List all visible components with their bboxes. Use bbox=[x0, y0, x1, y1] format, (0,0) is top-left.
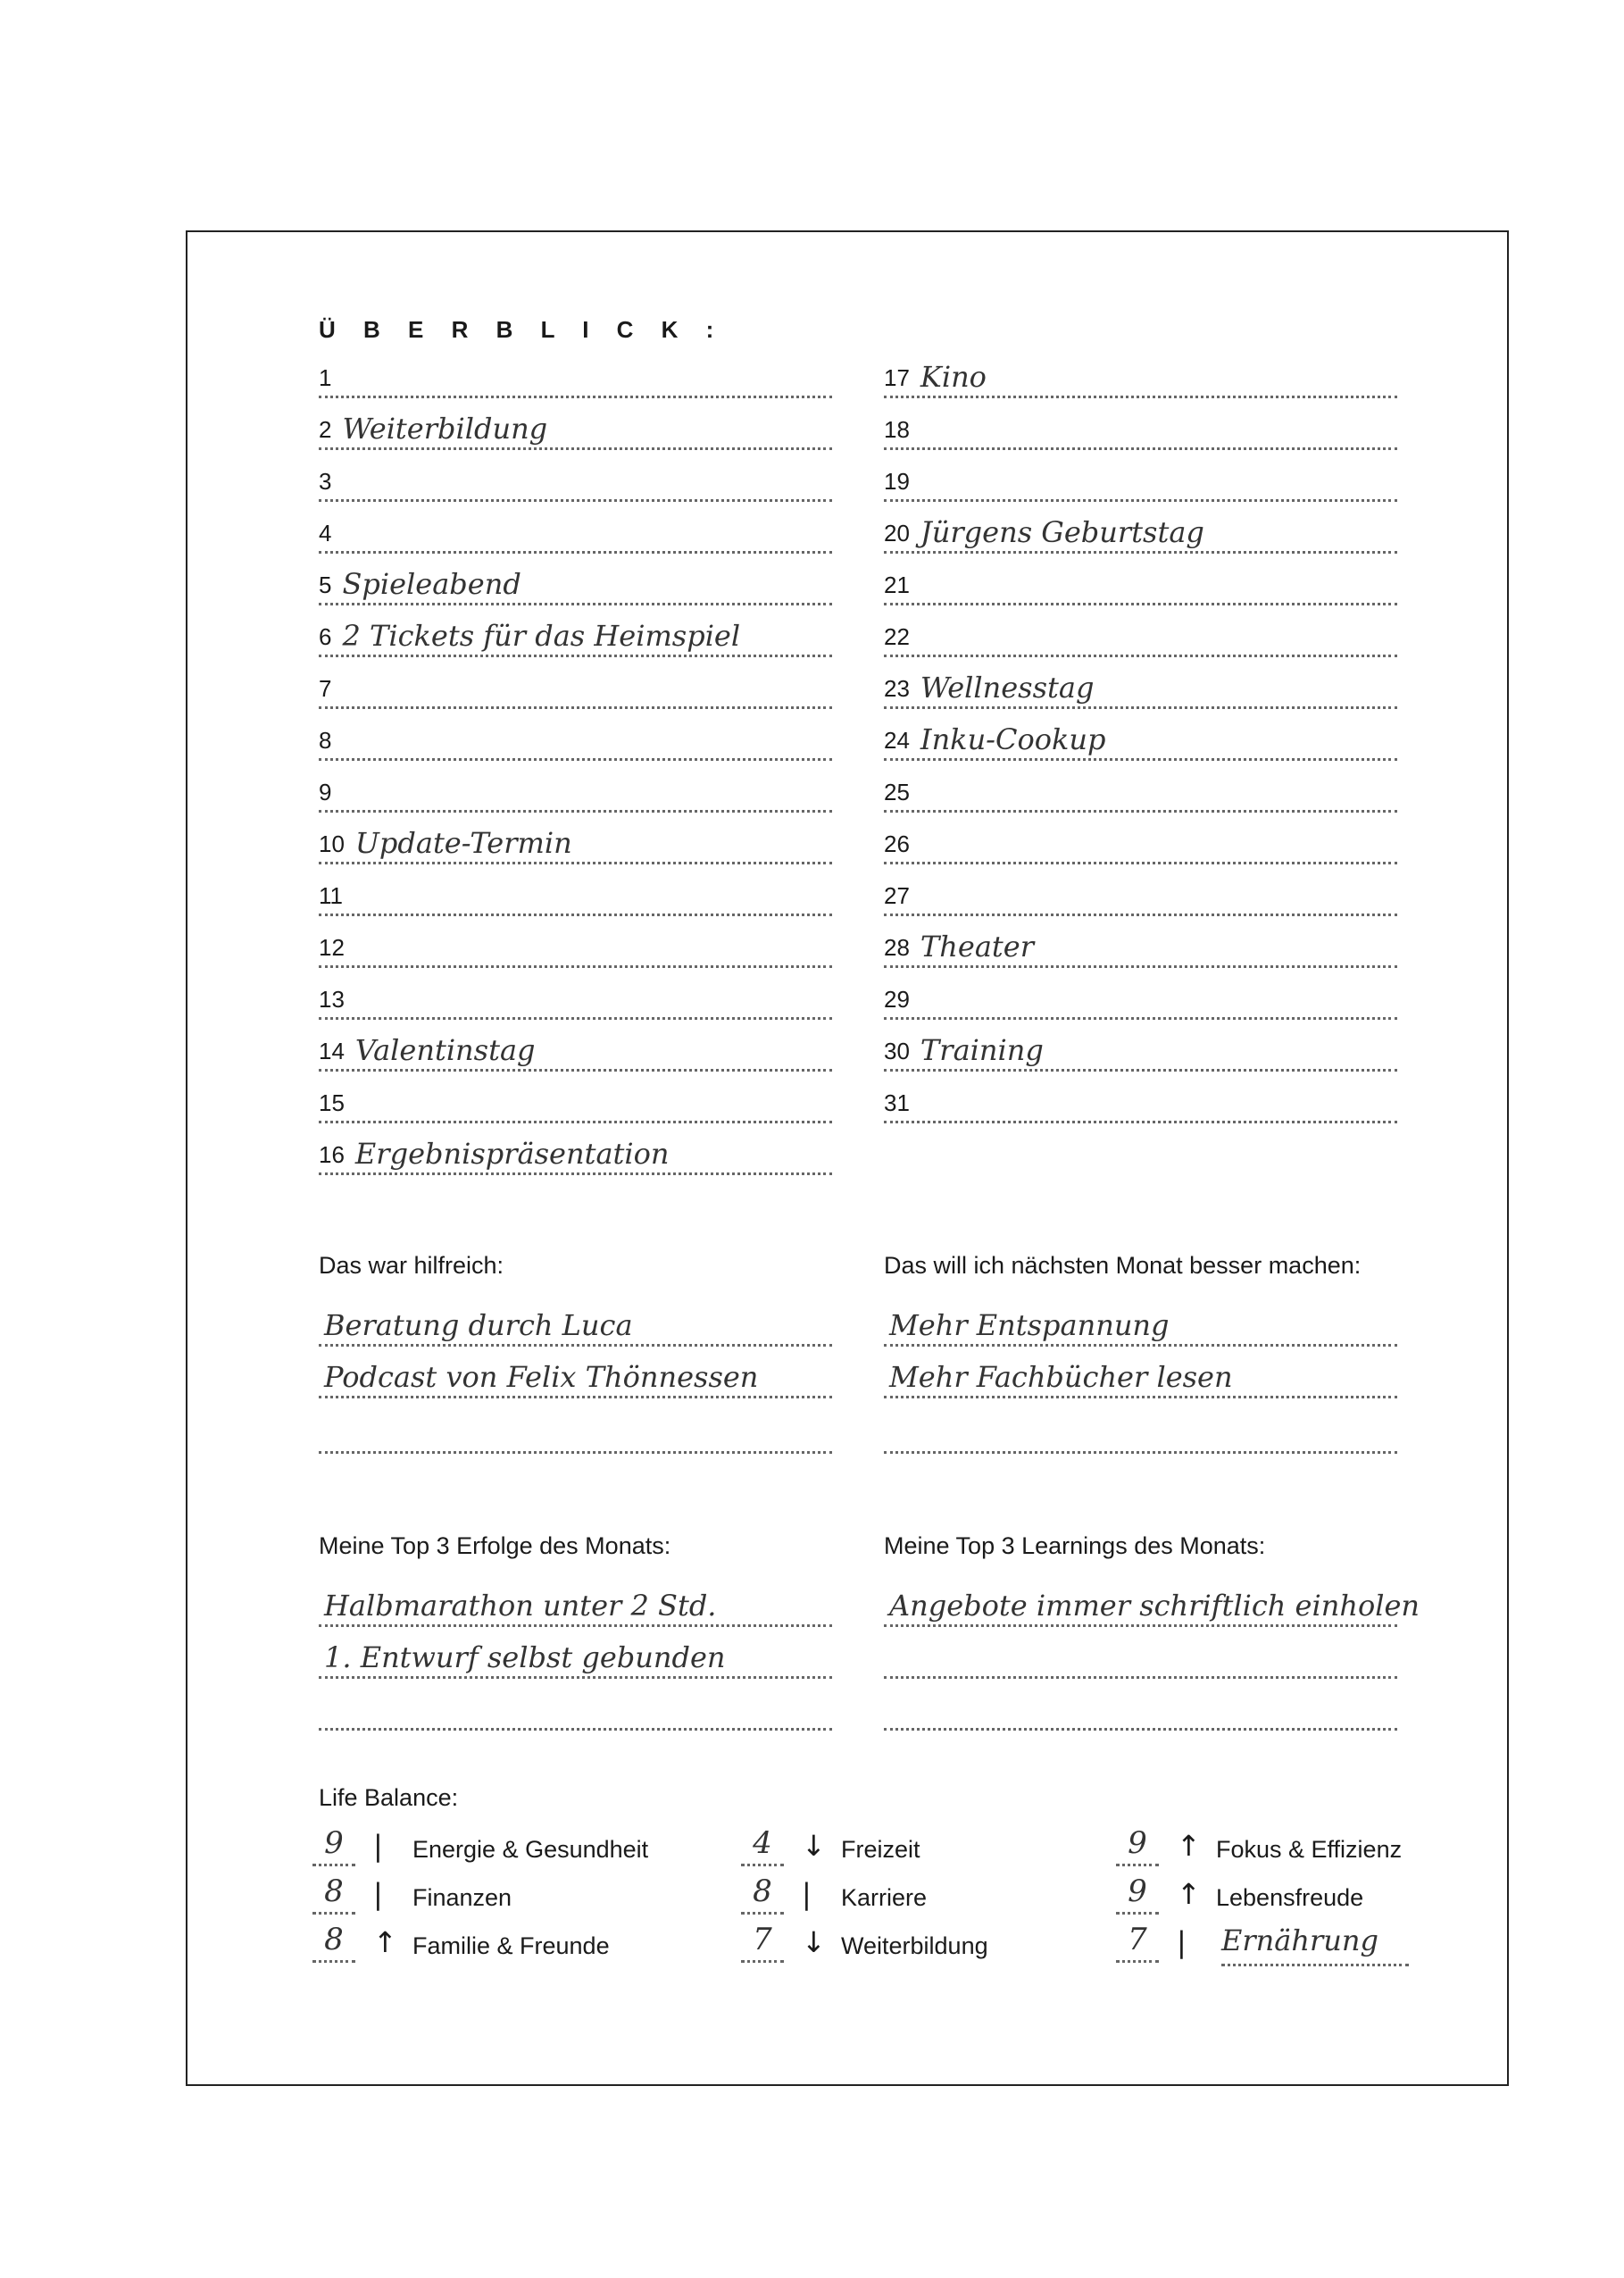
improve-entry: Mehr Fachbücher lesen bbox=[889, 1360, 1233, 1394]
improve-line-2[interactable] bbox=[884, 1354, 1397, 1398]
success-entry bbox=[319, 1726, 324, 1728]
balance-score: 4 bbox=[753, 1825, 772, 1861]
day-number: 8 bbox=[319, 727, 332, 754]
day-number: 20 bbox=[884, 520, 910, 547]
day-number: 22 bbox=[884, 623, 910, 650]
successes-line-1[interactable] bbox=[319, 1582, 832, 1627]
balance-score-field[interactable] bbox=[312, 1922, 355, 1963]
steady-bar-icon: | bbox=[373, 1877, 383, 1911]
successes-line-2[interactable] bbox=[319, 1634, 832, 1679]
day-number: 3 bbox=[319, 468, 332, 495]
day-number: 23 bbox=[884, 675, 910, 702]
day-number: 10 bbox=[319, 830, 345, 857]
day-number: 9 bbox=[319, 779, 332, 805]
day-number: 11 bbox=[319, 882, 343, 909]
day-number: 27 bbox=[884, 882, 910, 909]
balance-area: Weiterbildung bbox=[841, 1932, 988, 1959]
balance-score-field[interactable] bbox=[741, 1825, 784, 1866]
learnings-line-2[interactable] bbox=[884, 1634, 1397, 1679]
balance-score: 9 bbox=[324, 1825, 344, 1861]
arrow-up-icon: ↑ bbox=[373, 1925, 397, 1959]
day-number: 21 bbox=[884, 572, 910, 598]
day-entry: Valentinstag bbox=[354, 1033, 536, 1067]
successes-label: Meine Top 3 Erfolge des Monats: bbox=[319, 1532, 671, 1559]
learning-entry: Angebote immer schriftlich einholen bbox=[889, 1589, 1420, 1623]
balance-score-field[interactable] bbox=[312, 1825, 355, 1866]
balance-area: Freizeit bbox=[841, 1836, 920, 1863]
day-row-11[interactable] bbox=[319, 864, 832, 916]
day-row-12[interactable] bbox=[319, 916, 832, 968]
balance-area: Finanzen bbox=[412, 1884, 512, 1911]
helpful-line-3[interactable] bbox=[319, 1409, 832, 1454]
steady-bar-icon: | bbox=[1177, 1925, 1187, 1959]
day-row-27[interactable] bbox=[884, 864, 1397, 916]
learning-entry bbox=[884, 1674, 889, 1676]
day-row-4[interactable] bbox=[319, 502, 832, 554]
balance-area: Ernährung bbox=[1221, 1923, 1378, 1957]
balance-score: 7 bbox=[753, 1922, 772, 1957]
day-row-18[interactable] bbox=[884, 398, 1397, 450]
arrow-down-icon: ↓ bbox=[802, 1925, 826, 1959]
improve-line-3[interactable] bbox=[884, 1409, 1397, 1454]
day-row-30[interactable] bbox=[884, 1020, 1397, 1072]
arrow-up-icon: ↑ bbox=[1177, 1829, 1201, 1863]
day-row-3[interactable] bbox=[319, 450, 832, 502]
balance-score: 7 bbox=[1128, 1922, 1147, 1957]
balance-score: 9 bbox=[1128, 1873, 1147, 1909]
day-entry: Spieleabend bbox=[342, 567, 521, 601]
day-entry: 2 Tickets für das Heimspiel bbox=[342, 619, 741, 653]
arrow-down-icon: ↓ bbox=[802, 1829, 826, 1863]
day-entry: Training bbox=[920, 1033, 1044, 1067]
day-number: 24 bbox=[884, 727, 910, 754]
day-entry: Ergebnispräsentation bbox=[354, 1137, 670, 1171]
helpful-entry bbox=[319, 1449, 324, 1451]
day-row-1[interactable] bbox=[319, 346, 832, 398]
success-entry: 1. Entwurf selbst gebunden bbox=[324, 1640, 726, 1674]
steady-bar-icon: | bbox=[373, 1829, 383, 1863]
improve-line-1[interactable] bbox=[884, 1302, 1397, 1347]
balance-area: Energie & Gesundheit bbox=[412, 1836, 649, 1863]
day-row-21[interactable] bbox=[884, 554, 1397, 605]
learnings-line-1[interactable] bbox=[884, 1582, 1420, 1627]
improve-entry bbox=[884, 1449, 889, 1451]
day-number: 14 bbox=[319, 1038, 345, 1064]
helpful-entry: Beratung durch Luca bbox=[324, 1308, 633, 1342]
improve-label: Das will ich nächsten Monat besser machen: bbox=[884, 1252, 1362, 1279]
day-row-9[interactable] bbox=[319, 761, 832, 813]
balance-area: Fokus & Effizienz bbox=[1216, 1836, 1403, 1863]
balance-score-field[interactable] bbox=[1116, 1922, 1159, 1963]
balance-score: 8 bbox=[753, 1873, 772, 1909]
balance-score: 9 bbox=[1128, 1825, 1147, 1861]
day-row-15[interactable] bbox=[319, 1072, 832, 1123]
day-number: 19 bbox=[884, 468, 910, 495]
day-number: 4 bbox=[319, 520, 332, 547]
day-row-23[interactable] bbox=[884, 657, 1397, 709]
helpful-line-2[interactable] bbox=[319, 1354, 832, 1398]
success-entry: Halbmarathon unter 2 Std. bbox=[324, 1589, 717, 1623]
day-number: 12 bbox=[319, 934, 345, 961]
day-row-13[interactable] bbox=[319, 968, 832, 1020]
successes-line-3[interactable] bbox=[319, 1686, 832, 1731]
day-number: 1 bbox=[319, 364, 332, 391]
overview-title: Ü B E R B L I C K : bbox=[319, 316, 725, 343]
day-row-2[interactable] bbox=[319, 398, 832, 450]
day-entry: Inku-Cookup bbox=[920, 722, 1106, 756]
day-row-22[interactable] bbox=[884, 605, 1397, 657]
day-number: 26 bbox=[884, 830, 910, 857]
learning-entry bbox=[884, 1726, 889, 1728]
day-number: 18 bbox=[884, 416, 910, 443]
balance-score-field[interactable] bbox=[741, 1873, 784, 1915]
balance-area: Karriere bbox=[841, 1884, 928, 1911]
day-row-6[interactable] bbox=[319, 605, 832, 657]
balance-score-field[interactable] bbox=[1116, 1873, 1159, 1915]
helpful-label: Das war hilfreich: bbox=[319, 1252, 504, 1279]
day-number: 16 bbox=[319, 1141, 345, 1168]
day-entry: Weiterbildung bbox=[342, 412, 548, 446]
day-row-17[interactable] bbox=[884, 346, 1397, 398]
balance-score-field[interactable] bbox=[741, 1922, 784, 1963]
learnings-line-3[interactable] bbox=[884, 1686, 1397, 1731]
day-number: 7 bbox=[319, 675, 332, 702]
day-row-20[interactable] bbox=[884, 502, 1397, 554]
helpful-line-1[interactable] bbox=[319, 1302, 832, 1347]
arrow-up-icon: ↑ bbox=[1177, 1877, 1201, 1911]
improve-entry: Mehr Entspannung bbox=[889, 1308, 1170, 1342]
day-row-24[interactable] bbox=[884, 709, 1397, 761]
day-number: 17 bbox=[884, 364, 910, 391]
helpful-entry: Podcast von Felix Thönnessen bbox=[324, 1360, 759, 1394]
balance-score: 8 bbox=[324, 1873, 344, 1909]
learnings-label: Meine Top 3 Learnings des Monats: bbox=[884, 1532, 1266, 1559]
day-row-7[interactable] bbox=[319, 657, 832, 709]
day-row-10[interactable] bbox=[319, 813, 832, 864]
day-number: 30 bbox=[884, 1038, 910, 1064]
day-row-16[interactable] bbox=[319, 1123, 832, 1175]
day-number: 2 bbox=[319, 416, 332, 443]
day-entry: Kino bbox=[920, 360, 987, 394]
day-entry: Update-Termin bbox=[354, 826, 572, 860]
day-row-29[interactable] bbox=[884, 968, 1397, 1020]
day-number: 13 bbox=[319, 986, 345, 1013]
balance-score: 8 bbox=[324, 1922, 344, 1957]
day-number: 6 bbox=[319, 623, 332, 650]
day-entry: Theater bbox=[920, 930, 1034, 964]
day-row-26[interactable] bbox=[884, 813, 1397, 864]
balance-label: Life Balance: bbox=[319, 1784, 459, 1811]
balance-score-field[interactable] bbox=[312, 1873, 355, 1915]
day-number: 29 bbox=[884, 986, 910, 1013]
day-number: 31 bbox=[884, 1089, 910, 1116]
day-number: 15 bbox=[319, 1089, 345, 1116]
day-entry: Wellnesstag bbox=[920, 671, 1095, 705]
balance-area: Familie & Freunde bbox=[412, 1932, 610, 1959]
day-entry: Jürgens Geburtstag bbox=[920, 515, 1204, 549]
day-row-14[interactable] bbox=[319, 1020, 832, 1072]
balance-score-field[interactable] bbox=[1116, 1825, 1159, 1866]
day-row-25[interactable] bbox=[884, 761, 1397, 813]
day-row-19[interactable] bbox=[884, 450, 1397, 502]
day-row-31[interactable] bbox=[884, 1072, 1397, 1123]
balance-area-field[interactable] bbox=[1221, 1923, 1409, 1966]
day-number: 5 bbox=[319, 572, 332, 598]
day-number: 25 bbox=[884, 779, 910, 805]
day-row-8[interactable] bbox=[319, 709, 832, 761]
steady-bar-icon: | bbox=[802, 1877, 812, 1911]
day-row-5[interactable] bbox=[319, 554, 832, 605]
day-row-28[interactable] bbox=[884, 916, 1397, 968]
balance-area: Lebensfreude bbox=[1216, 1884, 1364, 1911]
day-number: 28 bbox=[884, 934, 910, 961]
